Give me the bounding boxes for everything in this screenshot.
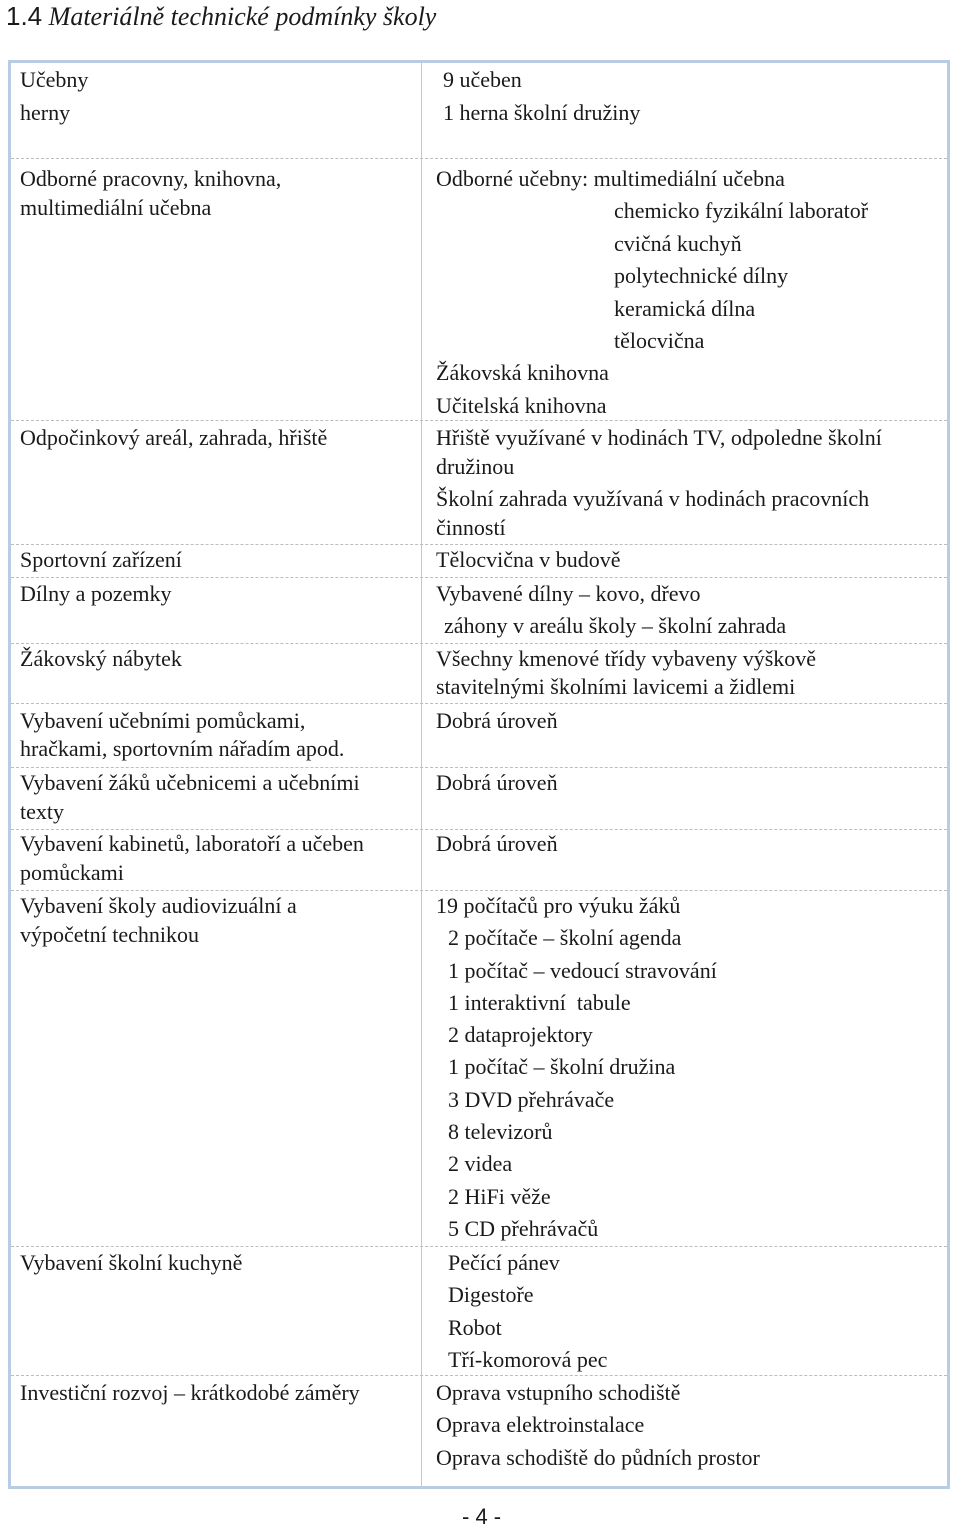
- row-label-workshops: Dílny a pozemky: [20, 581, 172, 606]
- row-label-investment: Investiční rozvoj – krátkodobé záměry: [20, 1380, 360, 1405]
- row-label-furniture: Žákovský nábytek: [20, 646, 182, 671]
- row-label-classrooms: Učebny herny: [20, 67, 89, 125]
- row-label-textbooks: Vybavení žáků učebnicemi a učebními texty: [20, 770, 360, 824]
- row-value-workshops: Vybavené dílny – kovo, dřevo záhony v areálu školy – školní zahrada: [436, 581, 787, 638]
- row-value-cabinets: Dobrá úroveň: [436, 831, 558, 856]
- row-value-teaching-aids: Dobrá úroveň: [436, 708, 558, 733]
- section-heading: [6, 0, 436, 34]
- section-number: 1.4: [6, 1, 43, 31]
- row-label-teaching-aids: Vybavení učebními pomůckami, hračkami, sportovním nářadím apod.: [20, 708, 345, 761]
- row-value-furniture: Všechny kmenové třídy vybaveny výškově stavitelnými školními lavicemi a židlemi: [436, 646, 817, 699]
- column-divider: [421, 60, 422, 1489]
- row-label-sports-facilities: Sportovní zařízení: [20, 547, 182, 572]
- row-divider: [11, 703, 947, 704]
- row-value-rest-area: Hřiště využívané v hodinách TV, odpoledne školní družinou Školní zahrada využívaná v hodinách pracovních činností: [436, 425, 882, 540]
- row-value-investment: Oprava vstupního schodiště Oprava elektroinstalace Oprava schodiště do půdních prostor: [436, 1380, 760, 1470]
- row-value-av-equipment: 19 počítačů pro výuku žáků 2 počítače – školní agenda 1 počítač – vedoucí stravování 1 interaktivní tabule 2 dataprojektory 1 počítač – školní družina 3 DVD přehrávače 8 televizorů 2 videa 2 HiFi věže 5 CD přehrávačů: [436, 893, 717, 1241]
- row-divider: [11, 890, 947, 891]
- row-divider: [11, 158, 947, 159]
- row-label-cabinets: Vybavení kabinetů, laboratoří a učeben pomůckami: [20, 831, 364, 885]
- row-value-textbooks: Dobrá úroveň: [436, 770, 558, 795]
- row-label-rest-area: Odpočinkový areál, zahrada, hřiště: [20, 425, 328, 450]
- page-number: - 4 -: [462, 1504, 502, 1529]
- row-value-kitchen: Pečící pánev Digestoře Robot Tří-komorová pec: [448, 1250, 608, 1372]
- row-value-sports-facilities: Tělocvična v budově: [436, 547, 621, 572]
- row-label-specialized-rooms: Odborné pracovny, knihovna, multimediální učebna: [20, 166, 282, 220]
- row-value-classrooms: 9 učeben 1 herna školní družiny: [443, 67, 641, 125]
- row-label-kitchen: Vybavení školní kuchyně: [20, 1250, 243, 1275]
- row-divider: [11, 544, 947, 545]
- section-title: Materiálně technické podmínky školy: [48, 2, 437, 31]
- row-divider: [11, 767, 947, 768]
- row-divider: [11, 577, 947, 578]
- row-label-av-equipment: Vybavení školy audiovizuální a výpočetní technikou: [20, 893, 297, 947]
- row-value-specialized-rooms: Odborné učebny: multimediální učebna chemicko fyzikální laboratoř cvičná kuchyň polytechnické dílny keramická dílna tělocvična Žákovská knihovna Učitelská knihovna: [436, 166, 869, 418]
